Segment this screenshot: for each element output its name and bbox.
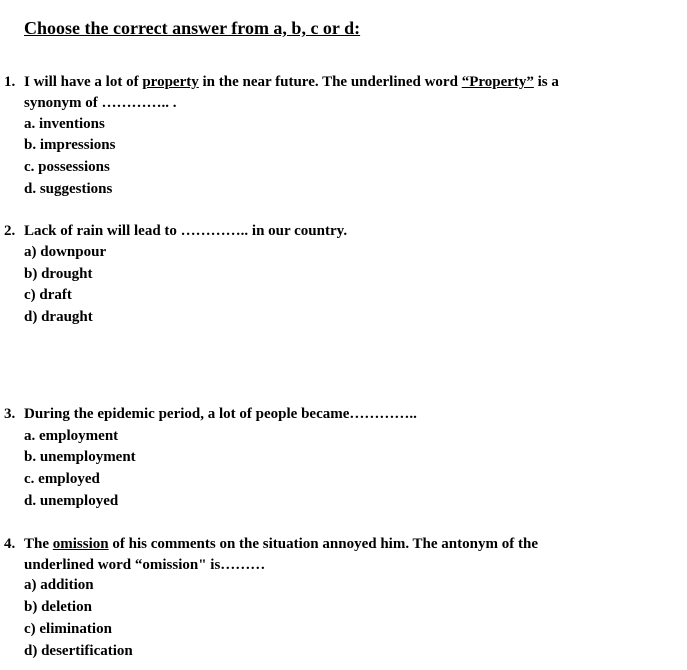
question-number: 2. <box>4 223 16 239</box>
option-d[interactable]: d) draught <box>24 309 93 325</box>
question-text-line-1 <box>24 536 538 553</box>
underlined-word: property <box>142 74 199 90</box>
option-d[interactable]: d. unemployed <box>24 493 119 509</box>
question-text-line-2: synonym of ………….. . <box>24 95 177 111</box>
question-text-line-1 <box>24 74 559 91</box>
question-text: The <box>24 536 53 552</box>
page-heading: Choose the correct answer from a, b, c or d: <box>24 18 361 38</box>
option-a[interactable]: a) addition <box>24 577 94 593</box>
option-d[interactable]: d) desertification <box>24 643 133 659</box>
question-text: is a <box>533 74 559 90</box>
question-text-line-1: During the epidemic period, a lot of people became………….. <box>24 406 417 422</box>
option-a[interactable]: a. inventions <box>24 116 105 132</box>
question-number: 3. <box>4 406 16 422</box>
option-c[interactable]: c) elimination <box>24 621 112 637</box>
underlined-word: “Property” <box>461 74 534 90</box>
question-text: in the near future. The underlined word <box>198 74 462 90</box>
question-text-line-2: underlined word “omission" is……… <box>24 557 266 573</box>
question-text: of his comments on the situation annoyed him. The antonym of the <box>108 536 538 552</box>
option-d[interactable]: d. suggestions <box>24 181 113 197</box>
question-text-line-1: Lack of rain will lead to ………….. in our country. <box>24 223 348 239</box>
option-b[interactable]: b) deletion <box>24 599 92 615</box>
option-a[interactable]: a) downpour <box>24 244 107 260</box>
underlined-word: omission <box>52 536 109 552</box>
option-a[interactable]: a. employment <box>24 428 119 444</box>
option-c[interactable]: c. employed <box>24 471 100 487</box>
option-c[interactable]: c) draft <box>24 287 72 303</box>
option-b[interactable]: b. unemployment <box>24 449 136 465</box>
option-b[interactable]: b. impressions <box>24 137 116 153</box>
option-c[interactable]: c. possessions <box>24 159 110 175</box>
question-number: 1. <box>4 74 16 90</box>
option-b[interactable]: b) drought <box>24 266 93 282</box>
question-number: 4. <box>4 536 16 552</box>
question-text: I will have a lot of <box>24 74 143 90</box>
